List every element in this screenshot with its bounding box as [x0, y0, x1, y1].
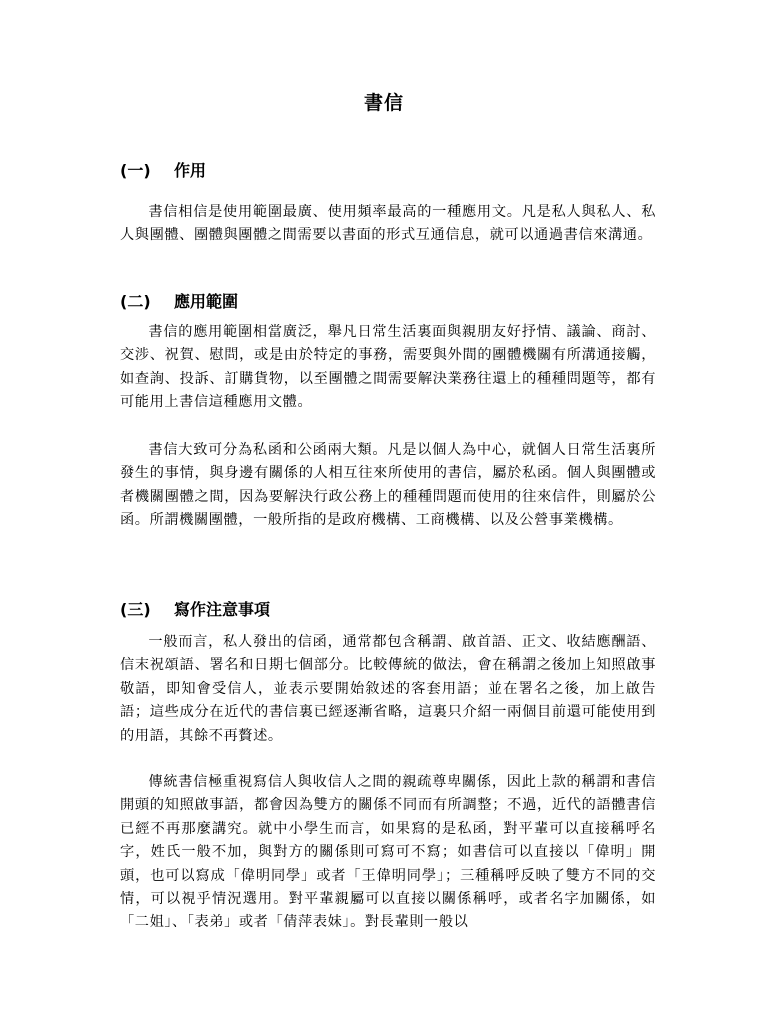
section-heading-function	[120, 158, 206, 181]
section-title: 寫作注意事項	[174, 600, 271, 619]
paragraph: 書信的應用範圍相當廣泛，舉凡日常生活裏面與親朋友好抒情、議論、商討、交涉、祝賀、慰問，或是由於特定的事務，需要與外間的團體機關有所溝通接觸，如查詢、投訴、訂購貨物，以至團體之間需要解決業務往還上的種種問題等，都有可能用上書信這種應用文體。	[120, 324, 656, 411]
section-title: 作用	[174, 161, 207, 180]
section-number: (二)	[120, 292, 151, 311]
section-heading-scope	[120, 289, 238, 312]
document-title: 書信	[363, 92, 404, 114]
paragraph: 書信相信是使用範圍最廣、使用頻率最高的一種應用文。凡是私人與私人、私人與團體、團體與團體之間需要以書面的形式互通信息，就可以通過書信來溝通。	[120, 204, 656, 244]
section-title: 應用範圍	[174, 292, 239, 311]
paragraph: 傳統書信極重視寫信人與收信人之間的親疏尊卑關係，因此上款的稱謂和書信開頭的知照啟事語，都會因為雙方的關係不同而有所調整；不過，近代的語體書信已經不再那麼講究。就中小學生而言，如果寫的是私函，對平輩可以直接稱呼名字，姓氏一般不加，與對方的關係則可寫可不寫；如書信可以直接以「偉明」開頭，也可以寫成「偉明同學」或者「王偉明同學」；三種稱呼反映了雙方不同的交情，可以視乎情況選用。對平輩親屬可以直接以關係稱呼，或者名字加關係，如「二姐」、「表弟」或者「倩萍表妹」。對長輩則一般以	[120, 774, 656, 931]
section-heading-writing-notes	[120, 597, 270, 620]
paragraph: 一般而言，私人發出的信函，通常都包含稱謂、啟首語、正文、收結應酬語、信末祝頌語、署名和日期七個部分。比較傳統的做法，會在稱謂之後加上知照啟事敬語，即知會受信人，並表示要開始敘述的客套用語；並在署名之後，加上啟告語；這些成分在近代的書信裏已經逐漸省略，這裏只介紹一兩個目前還可能使用到的用語，其餘不再贅述。	[120, 634, 656, 744]
section-number: (一)	[120, 161, 151, 180]
paragraph: 書信大致可分為私函和公函兩大類。凡是以個人為中心，就個人日常生活裏所發生的事情，與身邊有關係的人相互往來所使用的書信，屬於私函。個人與團體或者機關團體之間，因為要解決行政公務上的種種問題而使用的往來信件，則屬於公函。所謂機關團體，一般所指的是政府機構、工商機構、以及公營事業機構。	[120, 442, 656, 529]
section-number: (三)	[120, 600, 151, 619]
